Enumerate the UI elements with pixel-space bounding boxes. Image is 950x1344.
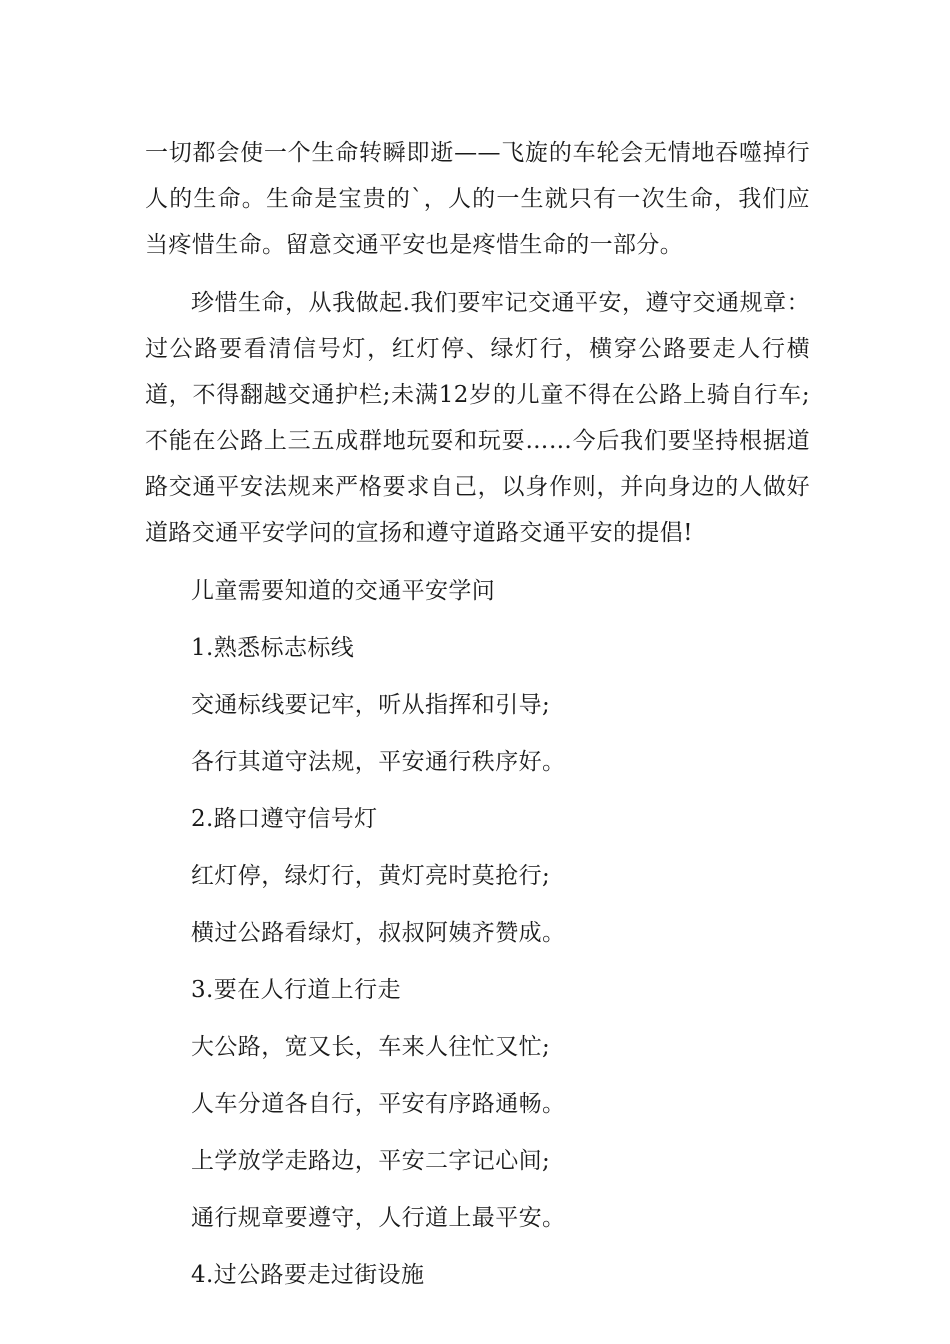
item-heading-3: 3.要在人行道上行走	[191, 977, 401, 1003]
verse-line: 人车分道各自行，平安有序路通畅。	[191, 1091, 566, 1117]
verse-line: 通行规章要遵守，人行道上最平安。	[191, 1205, 566, 1231]
document-page	[145, 130, 810, 1298]
verse-line: 交通标线要记牢，听从指挥和引导;	[191, 692, 551, 718]
verse-line: 横过公路看绿灯，叔叔阿姨齐赞成。	[191, 920, 566, 946]
verse-line: 红灯停，绿灯行，黄灯亮时莫抢行;	[191, 863, 551, 889]
item-heading-4: 4.过公路要走过街设施	[191, 1262, 425, 1288]
paragraph-cherish-life: 珍惜生命，从我做起.我们要牢记交通平安，遵守交通规章：过公路要看清信号灯，红灯停、绿灯行，横穿公路要走人行横道，不得翻越交通护栏;未满12岁的儿童不得在公路上骑自行车;不能在公路上三五成群地玩耍和玩耍……今后我们要坚持根据道路交通平安法规来严格要求自己，以身作则，并向身边的人做好道路交通平安学问的宣扬和遵守道路交通平安的提倡!	[145, 290, 810, 546]
verse-line: 上学放学走路边，平安二字记心间;	[191, 1148, 551, 1174]
section-heading: 儿童需要知道的交通平安学问	[191, 578, 496, 604]
verse-line: 各行其道守法规，平安通行秩序好。	[191, 749, 566, 775]
verse-line: 大公路，宽又长，车来人往忙又忙;	[191, 1034, 551, 1060]
item-heading-2: 2.路口遵守信号灯	[191, 806, 378, 832]
paragraph-life-precious: 一切都会使一个生命转瞬即逝——飞旋的车轮会无情地吞噬掉行人的生命。生命是宝贵的`，人的一生就只有一次生命，我们应当疼惜生命。留意交通平安也是疼惜生命的一部分。	[145, 140, 810, 258]
item-heading-1: 1.熟悉标志标线	[191, 635, 355, 661]
